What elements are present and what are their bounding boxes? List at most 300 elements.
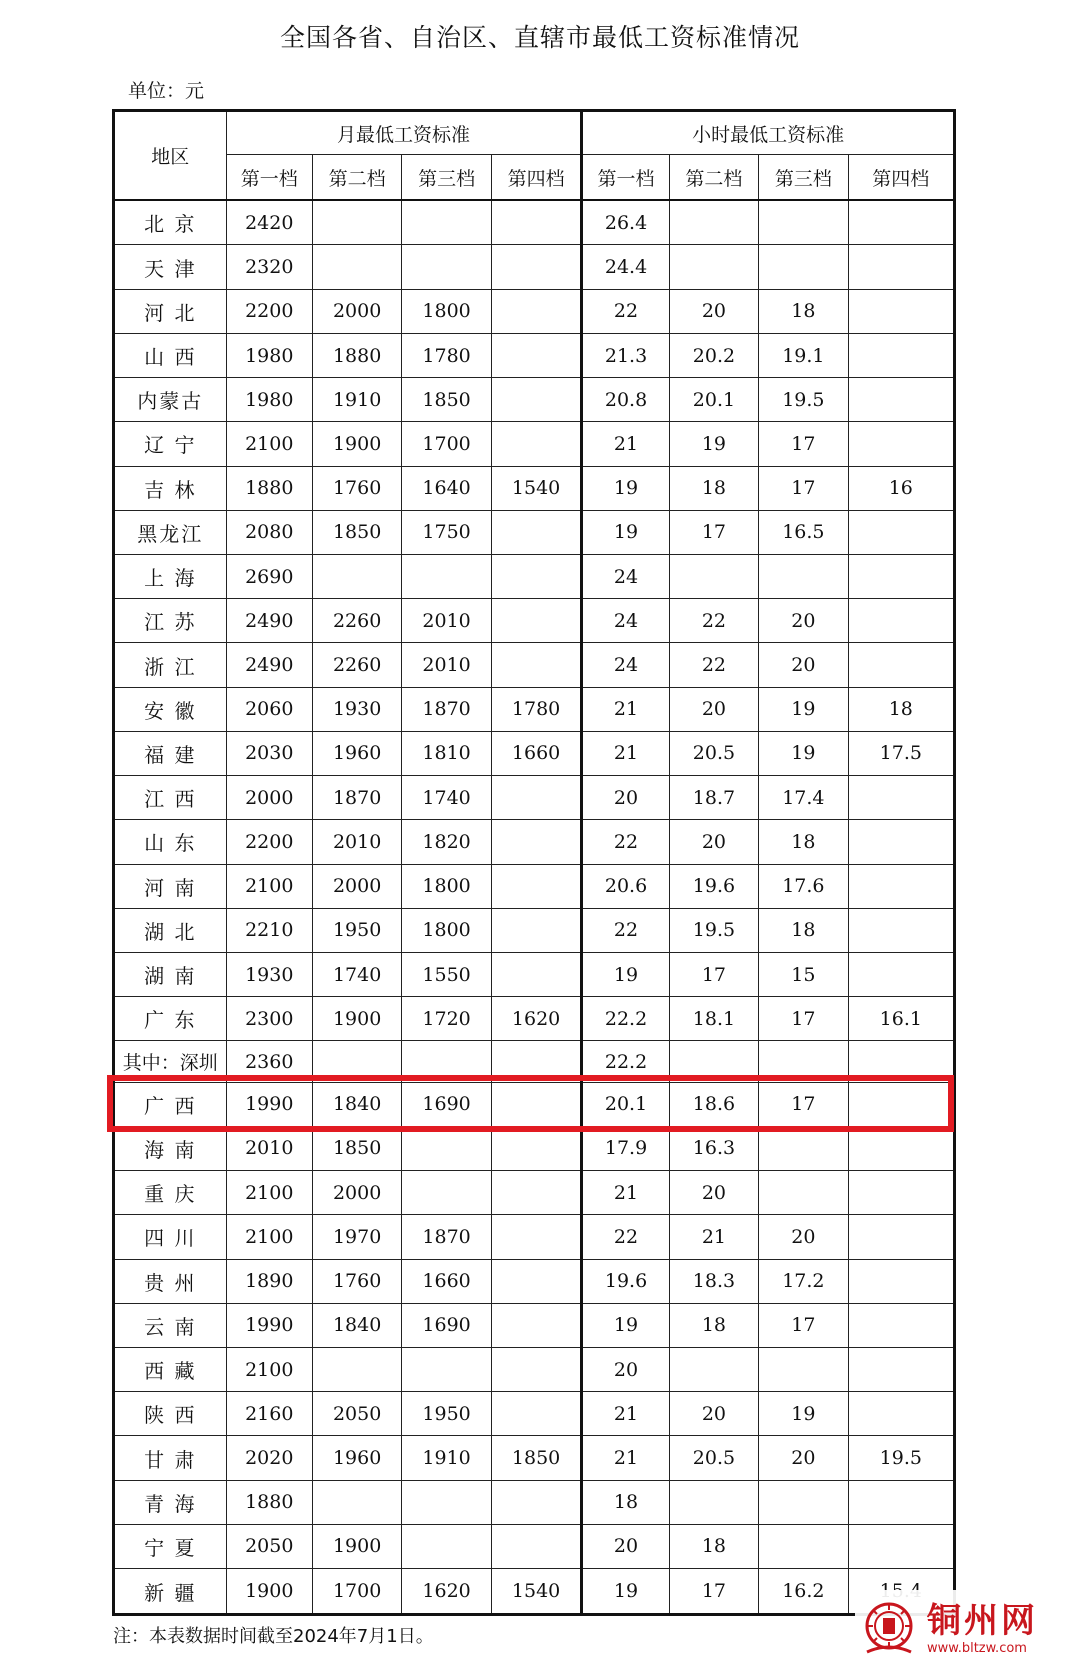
hourly-tier-3-cell: 20 — [759, 1215, 848, 1259]
monthly-tier-2-cell: 2260 — [312, 643, 401, 687]
monthly-tier-3-cell: 1660 — [402, 1259, 491, 1303]
monthly-tier-3-cell: 1550 — [402, 952, 491, 996]
monthly-tier-4-cell: 1780 — [491, 687, 582, 731]
table-row — [114, 289, 955, 333]
monthly-tier-3-cell — [402, 1041, 491, 1082]
table-row — [114, 952, 955, 996]
monthly-tier-1-cell: 2360 — [226, 1041, 312, 1082]
hourly-tier-3-cell: 15 — [759, 952, 848, 996]
hourly-tier-3-cell: 17 — [759, 1082, 848, 1126]
header-hourly-group: 小时最低工资标准 — [582, 111, 955, 155]
hourly-tier-4-cell: 18 — [848, 687, 954, 731]
hourly-tier-4-cell — [848, 1392, 954, 1436]
hourly-tier-2-cell: 17 — [669, 510, 758, 554]
monthly-tier-1-cell: 2320 — [226, 245, 312, 289]
monthly-tier-3-cell: 1780 — [402, 333, 491, 377]
header-hourly-tier-1: 第一档 — [582, 155, 669, 201]
monthly-tier-2-cell: 2260 — [312, 599, 401, 643]
hourly-tier-3-cell: 17 — [759, 422, 848, 466]
watermark-name: 铜州网 — [927, 1600, 1038, 1641]
monthly-tier-4-cell — [491, 643, 582, 687]
hourly-tier-1-cell: 20 — [582, 1347, 669, 1391]
hourly-tier-2-cell: 17 — [669, 952, 758, 996]
monthly-tier-3-cell: 1720 — [402, 997, 491, 1041]
hourly-tier-1-cell: 24 — [582, 554, 669, 598]
region-cell: 浙 江 — [114, 643, 227, 687]
hourly-tier-1-cell: 19.6 — [582, 1259, 669, 1303]
hourly-tier-2-cell: 19.6 — [669, 864, 758, 908]
hourly-tier-1-cell: 21 — [582, 731, 669, 775]
monthly-tier-4-cell — [491, 952, 582, 996]
table-row — [114, 1171, 955, 1215]
region-cell: 江 苏 — [114, 599, 227, 643]
hourly-tier-1-cell: 20 — [582, 1524, 669, 1568]
watermark-logo-icon — [859, 1598, 919, 1658]
header-hourly-tier-4: 第四档 — [848, 155, 954, 201]
hourly-tier-3-cell: 17 — [759, 1303, 848, 1347]
region-cell: 天 津 — [114, 245, 227, 289]
hourly-tier-2-cell: 18 — [669, 1303, 758, 1347]
monthly-tier-1-cell: 1990 — [226, 1303, 312, 1347]
hourly-tier-3-cell: 20 — [759, 643, 848, 687]
monthly-tier-1-cell: 1930 — [226, 952, 312, 996]
monthly-tier-2-cell: 2000 — [312, 864, 401, 908]
hourly-tier-2-cell — [669, 245, 758, 289]
hourly-tier-4-cell — [848, 200, 954, 245]
hourly-tier-3-cell — [759, 245, 848, 289]
hourly-tier-3-cell: 17 — [759, 466, 848, 510]
hourly-tier-1-cell: 18 — [582, 1480, 669, 1524]
monthly-tier-3-cell — [402, 200, 491, 245]
hourly-tier-3-cell — [759, 1126, 848, 1170]
hourly-tier-2-cell — [669, 1347, 758, 1391]
region-cell: 河 北 — [114, 289, 227, 333]
hourly-tier-1-cell: 22 — [582, 1215, 669, 1259]
monthly-tier-2-cell — [312, 554, 401, 598]
table-body — [114, 200, 955, 1615]
region-cell: 吉 林 — [114, 466, 227, 510]
hourly-tier-4-cell — [848, 289, 954, 333]
hourly-tier-1-cell: 21 — [582, 422, 669, 466]
hourly-tier-4-cell — [848, 333, 954, 377]
monthly-tier-1-cell: 2490 — [226, 599, 312, 643]
hourly-tier-2-cell: 18.6 — [669, 1082, 758, 1126]
hourly-tier-1-cell: 24 — [582, 599, 669, 643]
hourly-tier-2-cell: 19 — [669, 422, 758, 466]
hourly-tier-3-cell: 18 — [759, 289, 848, 333]
hourly-tier-3-cell: 17.4 — [759, 776, 848, 820]
hourly-tier-1-cell: 22 — [582, 820, 669, 864]
hourly-tier-3-cell: 19.5 — [759, 378, 848, 422]
hourly-tier-1-cell: 22 — [582, 908, 669, 952]
monthly-tier-2-cell: 1950 — [312, 908, 401, 952]
header-monthly-tier-4: 第四档 — [491, 155, 582, 201]
monthly-tier-3-cell — [402, 1524, 491, 1568]
hourly-tier-4-cell: 16 — [848, 466, 954, 510]
hourly-tier-4-cell — [848, 643, 954, 687]
table-row — [114, 643, 955, 687]
monthly-tier-1-cell: 2300 — [226, 997, 312, 1041]
monthly-tier-2-cell: 1760 — [312, 1259, 401, 1303]
hourly-tier-2-cell: 18 — [669, 466, 758, 510]
hourly-tier-2-cell: 18.3 — [669, 1259, 758, 1303]
page-title: 全国各省、自治区、直辖市最低工资标准情况 — [279, 23, 800, 52]
monthly-tier-4-cell — [491, 289, 582, 333]
hourly-tier-2-cell: 20 — [669, 289, 758, 333]
hourly-tier-4-cell — [848, 820, 954, 864]
monthly-tier-1-cell: 2490 — [226, 643, 312, 687]
hourly-tier-2-cell: 21 — [669, 1215, 758, 1259]
monthly-tier-1-cell: 1980 — [226, 333, 312, 377]
region-cell: 上 海 — [114, 554, 227, 598]
monthly-tier-1-cell: 2690 — [226, 554, 312, 598]
monthly-tier-3-cell: 1690 — [402, 1082, 491, 1126]
monthly-tier-2-cell: 1850 — [312, 1126, 401, 1170]
monthly-tier-4-cell — [491, 554, 582, 598]
monthly-tier-2-cell: 1900 — [312, 422, 401, 466]
unit-label: 单位：元 — [128, 80, 205, 102]
region-cell: 广 东 — [114, 997, 227, 1041]
region-cell: 北 京 — [114, 200, 227, 245]
hourly-tier-1-cell: 20 — [582, 776, 669, 820]
monthly-tier-1-cell: 2160 — [226, 1392, 312, 1436]
hourly-tier-1-cell: 22.2 — [582, 997, 669, 1041]
table-row — [114, 1524, 955, 1568]
hourly-tier-1-cell: 21 — [582, 1436, 669, 1480]
region-cell: 山 西 — [114, 333, 227, 377]
table-row — [114, 378, 955, 422]
monthly-tier-3-cell — [402, 1480, 491, 1524]
monthly-tier-2-cell: 1700 — [312, 1569, 401, 1615]
region-cell: 青 海 — [114, 1480, 227, 1524]
header-hourly-tier-2: 第二档 — [669, 155, 758, 201]
hourly-tier-3-cell — [759, 1480, 848, 1524]
monthly-tier-2-cell: 1870 — [312, 776, 401, 820]
monthly-tier-3-cell: 1640 — [402, 466, 491, 510]
table-row — [114, 1436, 955, 1480]
region-cell: 海 南 — [114, 1126, 227, 1170]
monthly-tier-4-cell — [491, 1171, 582, 1215]
header-row-tiers — [114, 155, 955, 201]
hourly-tier-3-cell — [759, 1041, 848, 1082]
hourly-tier-4-cell — [848, 1480, 954, 1524]
monthly-tier-3-cell: 1820 — [402, 820, 491, 864]
monthly-tier-2-cell: 1930 — [312, 687, 401, 731]
region-cell: 重 庆 — [114, 1171, 227, 1215]
monthly-tier-2-cell: 1900 — [312, 1524, 401, 1568]
region-cell: 云 南 — [114, 1303, 227, 1347]
table-row — [114, 200, 955, 245]
monthly-tier-2-cell: 1910 — [312, 378, 401, 422]
monthly-tier-3-cell: 1700 — [402, 422, 491, 466]
monthly-tier-1-cell: 1880 — [226, 466, 312, 510]
monthly-tier-1-cell: 2010 — [226, 1126, 312, 1170]
hourly-tier-4-cell — [848, 599, 954, 643]
monthly-tier-4-cell — [491, 1392, 582, 1436]
region-cell: 四 川 — [114, 1215, 227, 1259]
monthly-tier-3-cell: 1750 — [402, 510, 491, 554]
hourly-tier-3-cell — [759, 1524, 848, 1568]
hourly-tier-1-cell: 22.2 — [582, 1041, 669, 1082]
monthly-tier-1-cell: 2050 — [226, 1524, 312, 1568]
monthly-tier-4-cell — [491, 1480, 582, 1524]
hourly-tier-3-cell: 19 — [759, 731, 848, 775]
monthly-tier-1-cell: 1890 — [226, 1259, 312, 1303]
monthly-tier-2-cell — [312, 200, 401, 245]
header-region: 地区 — [114, 111, 227, 201]
hourly-tier-4-cell — [848, 1082, 954, 1126]
monthly-tier-2-cell: 1970 — [312, 1215, 401, 1259]
monthly-tier-1-cell: 1880 — [226, 1480, 312, 1524]
monthly-tier-4-cell — [491, 1215, 582, 1259]
region-cell: 湖 南 — [114, 952, 227, 996]
hourly-tier-2-cell: 20 — [669, 1392, 758, 1436]
hourly-tier-2-cell — [669, 1480, 758, 1524]
hourly-tier-2-cell: 20.5 — [669, 731, 758, 775]
hourly-tier-1-cell: 24.4 — [582, 245, 669, 289]
hourly-tier-2-cell: 18 — [669, 1524, 758, 1568]
hourly-tier-1-cell: 26.4 — [582, 200, 669, 245]
footnote: 注：本表数据时间截至2024年7月1日。 — [113, 1626, 434, 1647]
table-row — [114, 1215, 955, 1259]
monthly-tier-2-cell: 1850 — [312, 510, 401, 554]
hourly-tier-3-cell: 17 — [759, 997, 848, 1041]
monthly-tier-3-cell — [402, 245, 491, 289]
monthly-tier-4-cell — [491, 1041, 582, 1082]
monthly-tier-4-cell — [491, 510, 582, 554]
region-cell: 河 南 — [114, 864, 227, 908]
hourly-tier-1-cell: 21.3 — [582, 333, 669, 377]
watermark — [855, 1590, 1073, 1666]
monthly-tier-4-cell — [491, 776, 582, 820]
hourly-tier-3-cell: 18 — [759, 908, 848, 952]
monthly-tier-2-cell: 1880 — [312, 333, 401, 377]
monthly-tier-4-cell — [491, 1082, 582, 1126]
hourly-tier-4-cell — [848, 1171, 954, 1215]
hourly-tier-4-cell — [848, 422, 954, 466]
monthly-tier-3-cell — [402, 1126, 491, 1170]
hourly-tier-2-cell: 20.1 — [669, 378, 758, 422]
monthly-tier-2-cell — [312, 1041, 401, 1082]
hourly-tier-4-cell — [848, 1041, 954, 1082]
table-row — [114, 554, 955, 598]
hourly-tier-4-cell — [848, 908, 954, 952]
wage-table — [112, 109, 956, 1616]
monthly-tier-4-cell — [491, 1524, 582, 1568]
monthly-tier-4-cell — [491, 1126, 582, 1170]
header-monthly-tier-3: 第三档 — [402, 155, 491, 201]
hourly-tier-2-cell: 22 — [669, 599, 758, 643]
hourly-tier-4-cell — [848, 245, 954, 289]
region-cell: 辽 宁 — [114, 422, 227, 466]
monthly-tier-3-cell: 1800 — [402, 289, 491, 333]
hourly-tier-1-cell: 20.6 — [582, 864, 669, 908]
hourly-tier-4-cell — [848, 510, 954, 554]
hourly-tier-1-cell: 19 — [582, 510, 669, 554]
monthly-tier-4-cell: 1540 — [491, 1569, 582, 1615]
monthly-tier-4-cell — [491, 599, 582, 643]
hourly-tier-4-cell — [848, 864, 954, 908]
hourly-tier-3-cell: 17.6 — [759, 864, 848, 908]
table-row — [114, 1041, 955, 1082]
hourly-tier-3-cell — [759, 554, 848, 598]
hourly-tier-4-cell — [848, 378, 954, 422]
monthly-tier-2-cell: 1840 — [312, 1082, 401, 1126]
region-cell: 福 建 — [114, 731, 227, 775]
monthly-tier-3-cell: 1870 — [402, 1215, 491, 1259]
monthly-tier-1-cell: 2200 — [226, 289, 312, 333]
region-cell: 湖 北 — [114, 908, 227, 952]
monthly-tier-3-cell: 1950 — [402, 1392, 491, 1436]
hourly-tier-1-cell: 22 — [582, 289, 669, 333]
hourly-tier-4-cell: 19.5 — [848, 1436, 954, 1480]
monthly-tier-4-cell — [491, 908, 582, 952]
hourly-tier-1-cell: 17.9 — [582, 1126, 669, 1170]
monthly-tier-2-cell — [312, 245, 401, 289]
region-cell: 甘 肃 — [114, 1436, 227, 1480]
region-cell: 黑龙江 — [114, 510, 227, 554]
hourly-tier-2-cell: 20.5 — [669, 1436, 758, 1480]
hourly-tier-3-cell: 16.5 — [759, 510, 848, 554]
table-row — [114, 510, 955, 554]
hourly-tier-1-cell: 21 — [582, 1171, 669, 1215]
monthly-tier-4-cell — [491, 422, 582, 466]
hourly-tier-2-cell — [669, 554, 758, 598]
table-row — [114, 1480, 955, 1524]
hourly-tier-3-cell: 19 — [759, 687, 848, 731]
table-row — [114, 1259, 955, 1303]
monthly-tier-3-cell — [402, 1347, 491, 1391]
table-row — [114, 731, 955, 775]
monthly-tier-3-cell: 1620 — [402, 1569, 491, 1615]
hourly-tier-4-cell: 16.1 — [848, 997, 954, 1041]
hourly-tier-4-cell — [848, 1126, 954, 1170]
monthly-tier-4-cell — [491, 1259, 582, 1303]
region-cell: 江 西 — [114, 776, 227, 820]
hourly-tier-3-cell: 19.1 — [759, 333, 848, 377]
monthly-tier-3-cell: 1800 — [402, 864, 491, 908]
hourly-tier-2-cell: 20 — [669, 820, 758, 864]
monthly-tier-3-cell: 1740 — [402, 776, 491, 820]
monthly-tier-3-cell — [402, 1171, 491, 1215]
table-row — [114, 466, 955, 510]
hourly-tier-2-cell: 20 — [669, 687, 758, 731]
monthly-tier-2-cell: 1840 — [312, 1303, 401, 1347]
table-row — [114, 997, 955, 1041]
monthly-tier-1-cell: 2100 — [226, 422, 312, 466]
hourly-tier-3-cell: 19 — [759, 1392, 848, 1436]
monthly-tier-4-cell: 1850 — [491, 1436, 582, 1480]
monthly-tier-1-cell: 1900 — [226, 1569, 312, 1615]
hourly-tier-3-cell — [759, 200, 848, 245]
monthly-tier-3-cell: 1910 — [402, 1436, 491, 1480]
header-monthly-tier-1: 第一档 — [226, 155, 312, 201]
table-row — [114, 687, 955, 731]
monthly-tier-2-cell: 1900 — [312, 997, 401, 1041]
monthly-tier-4-cell — [491, 245, 582, 289]
monthly-tier-4-cell: 1660 — [491, 731, 582, 775]
hourly-tier-1-cell: 19 — [582, 1569, 669, 1615]
table-row — [114, 776, 955, 820]
region-cell: 贵 州 — [114, 1259, 227, 1303]
monthly-tier-2-cell: 1740 — [312, 952, 401, 996]
monthly-tier-2-cell: 1960 — [312, 731, 401, 775]
monthly-tier-3-cell: 1690 — [402, 1303, 491, 1347]
monthly-tier-2-cell: 1960 — [312, 1436, 401, 1480]
table-row — [114, 1392, 955, 1436]
monthly-tier-1-cell: 2080 — [226, 510, 312, 554]
monthly-tier-2-cell — [312, 1347, 401, 1391]
header-hourly-tier-3: 第三档 — [759, 155, 848, 201]
hourly-tier-3-cell — [759, 1171, 848, 1215]
hourly-tier-2-cell: 20 — [669, 1171, 758, 1215]
monthly-tier-3-cell: 2010 — [402, 643, 491, 687]
header-row-groups — [114, 111, 955, 155]
hourly-tier-1-cell: 20.1 — [582, 1082, 669, 1126]
hourly-tier-2-cell — [669, 1041, 758, 1082]
hourly-tier-4-cell — [848, 952, 954, 996]
region-cell: 广 西 — [114, 1082, 227, 1126]
hourly-tier-4-cell — [848, 1215, 954, 1259]
monthly-tier-3-cell: 1870 — [402, 687, 491, 731]
table-row — [114, 599, 955, 643]
table-row — [114, 1303, 955, 1347]
hourly-tier-1-cell: 20.8 — [582, 378, 669, 422]
hourly-tier-3-cell: 20 — [759, 1436, 848, 1480]
table-row — [114, 245, 955, 289]
hourly-tier-4-cell — [848, 1259, 954, 1303]
table-row — [114, 908, 955, 952]
header-monthly-tier-2: 第二档 — [312, 155, 401, 201]
header-monthly-group: 月最低工资标准 — [226, 111, 582, 155]
monthly-tier-3-cell — [402, 554, 491, 598]
monthly-tier-3-cell: 1850 — [402, 378, 491, 422]
monthly-tier-1-cell: 2100 — [226, 1171, 312, 1215]
watermark-url: www.bltzw.com — [927, 1640, 1027, 1656]
hourly-tier-1-cell: 19 — [582, 952, 669, 996]
hourly-tier-1-cell: 21 — [582, 1392, 669, 1436]
table-row — [114, 422, 955, 466]
hourly-tier-2-cell: 17 — [669, 1569, 758, 1615]
monthly-tier-4-cell: 1540 — [491, 466, 582, 510]
monthly-tier-2-cell: 1760 — [312, 466, 401, 510]
hourly-tier-2-cell: 16.3 — [669, 1126, 758, 1170]
hourly-tier-2-cell: 18.7 — [669, 776, 758, 820]
monthly-tier-4-cell: 1620 — [491, 997, 582, 1041]
hourly-tier-3-cell: 18 — [759, 820, 848, 864]
region-cell: 陕 西 — [114, 1392, 227, 1436]
monthly-tier-1-cell: 2210 — [226, 908, 312, 952]
hourly-tier-2-cell: 19.5 — [669, 908, 758, 952]
table-row — [114, 1569, 955, 1615]
monthly-tier-4-cell — [491, 200, 582, 245]
monthly-tier-1-cell: 2100 — [226, 1347, 312, 1391]
monthly-tier-4-cell — [491, 1347, 582, 1391]
table-row — [114, 1126, 955, 1170]
region-cell: 内蒙古 — [114, 378, 227, 422]
table-row — [114, 1347, 955, 1391]
monthly-tier-4-cell — [491, 864, 582, 908]
hourly-tier-1-cell: 19 — [582, 1303, 669, 1347]
monthly-tier-4-cell — [491, 378, 582, 422]
monthly-tier-1-cell: 2000 — [226, 776, 312, 820]
monthly-tier-1-cell: 2060 — [226, 687, 312, 731]
table-row — [114, 820, 955, 864]
hourly-tier-2-cell — [669, 200, 758, 245]
region-cell: 安 徽 — [114, 687, 227, 731]
hourly-tier-1-cell: 19 — [582, 466, 669, 510]
monthly-tier-3-cell: 2010 — [402, 599, 491, 643]
